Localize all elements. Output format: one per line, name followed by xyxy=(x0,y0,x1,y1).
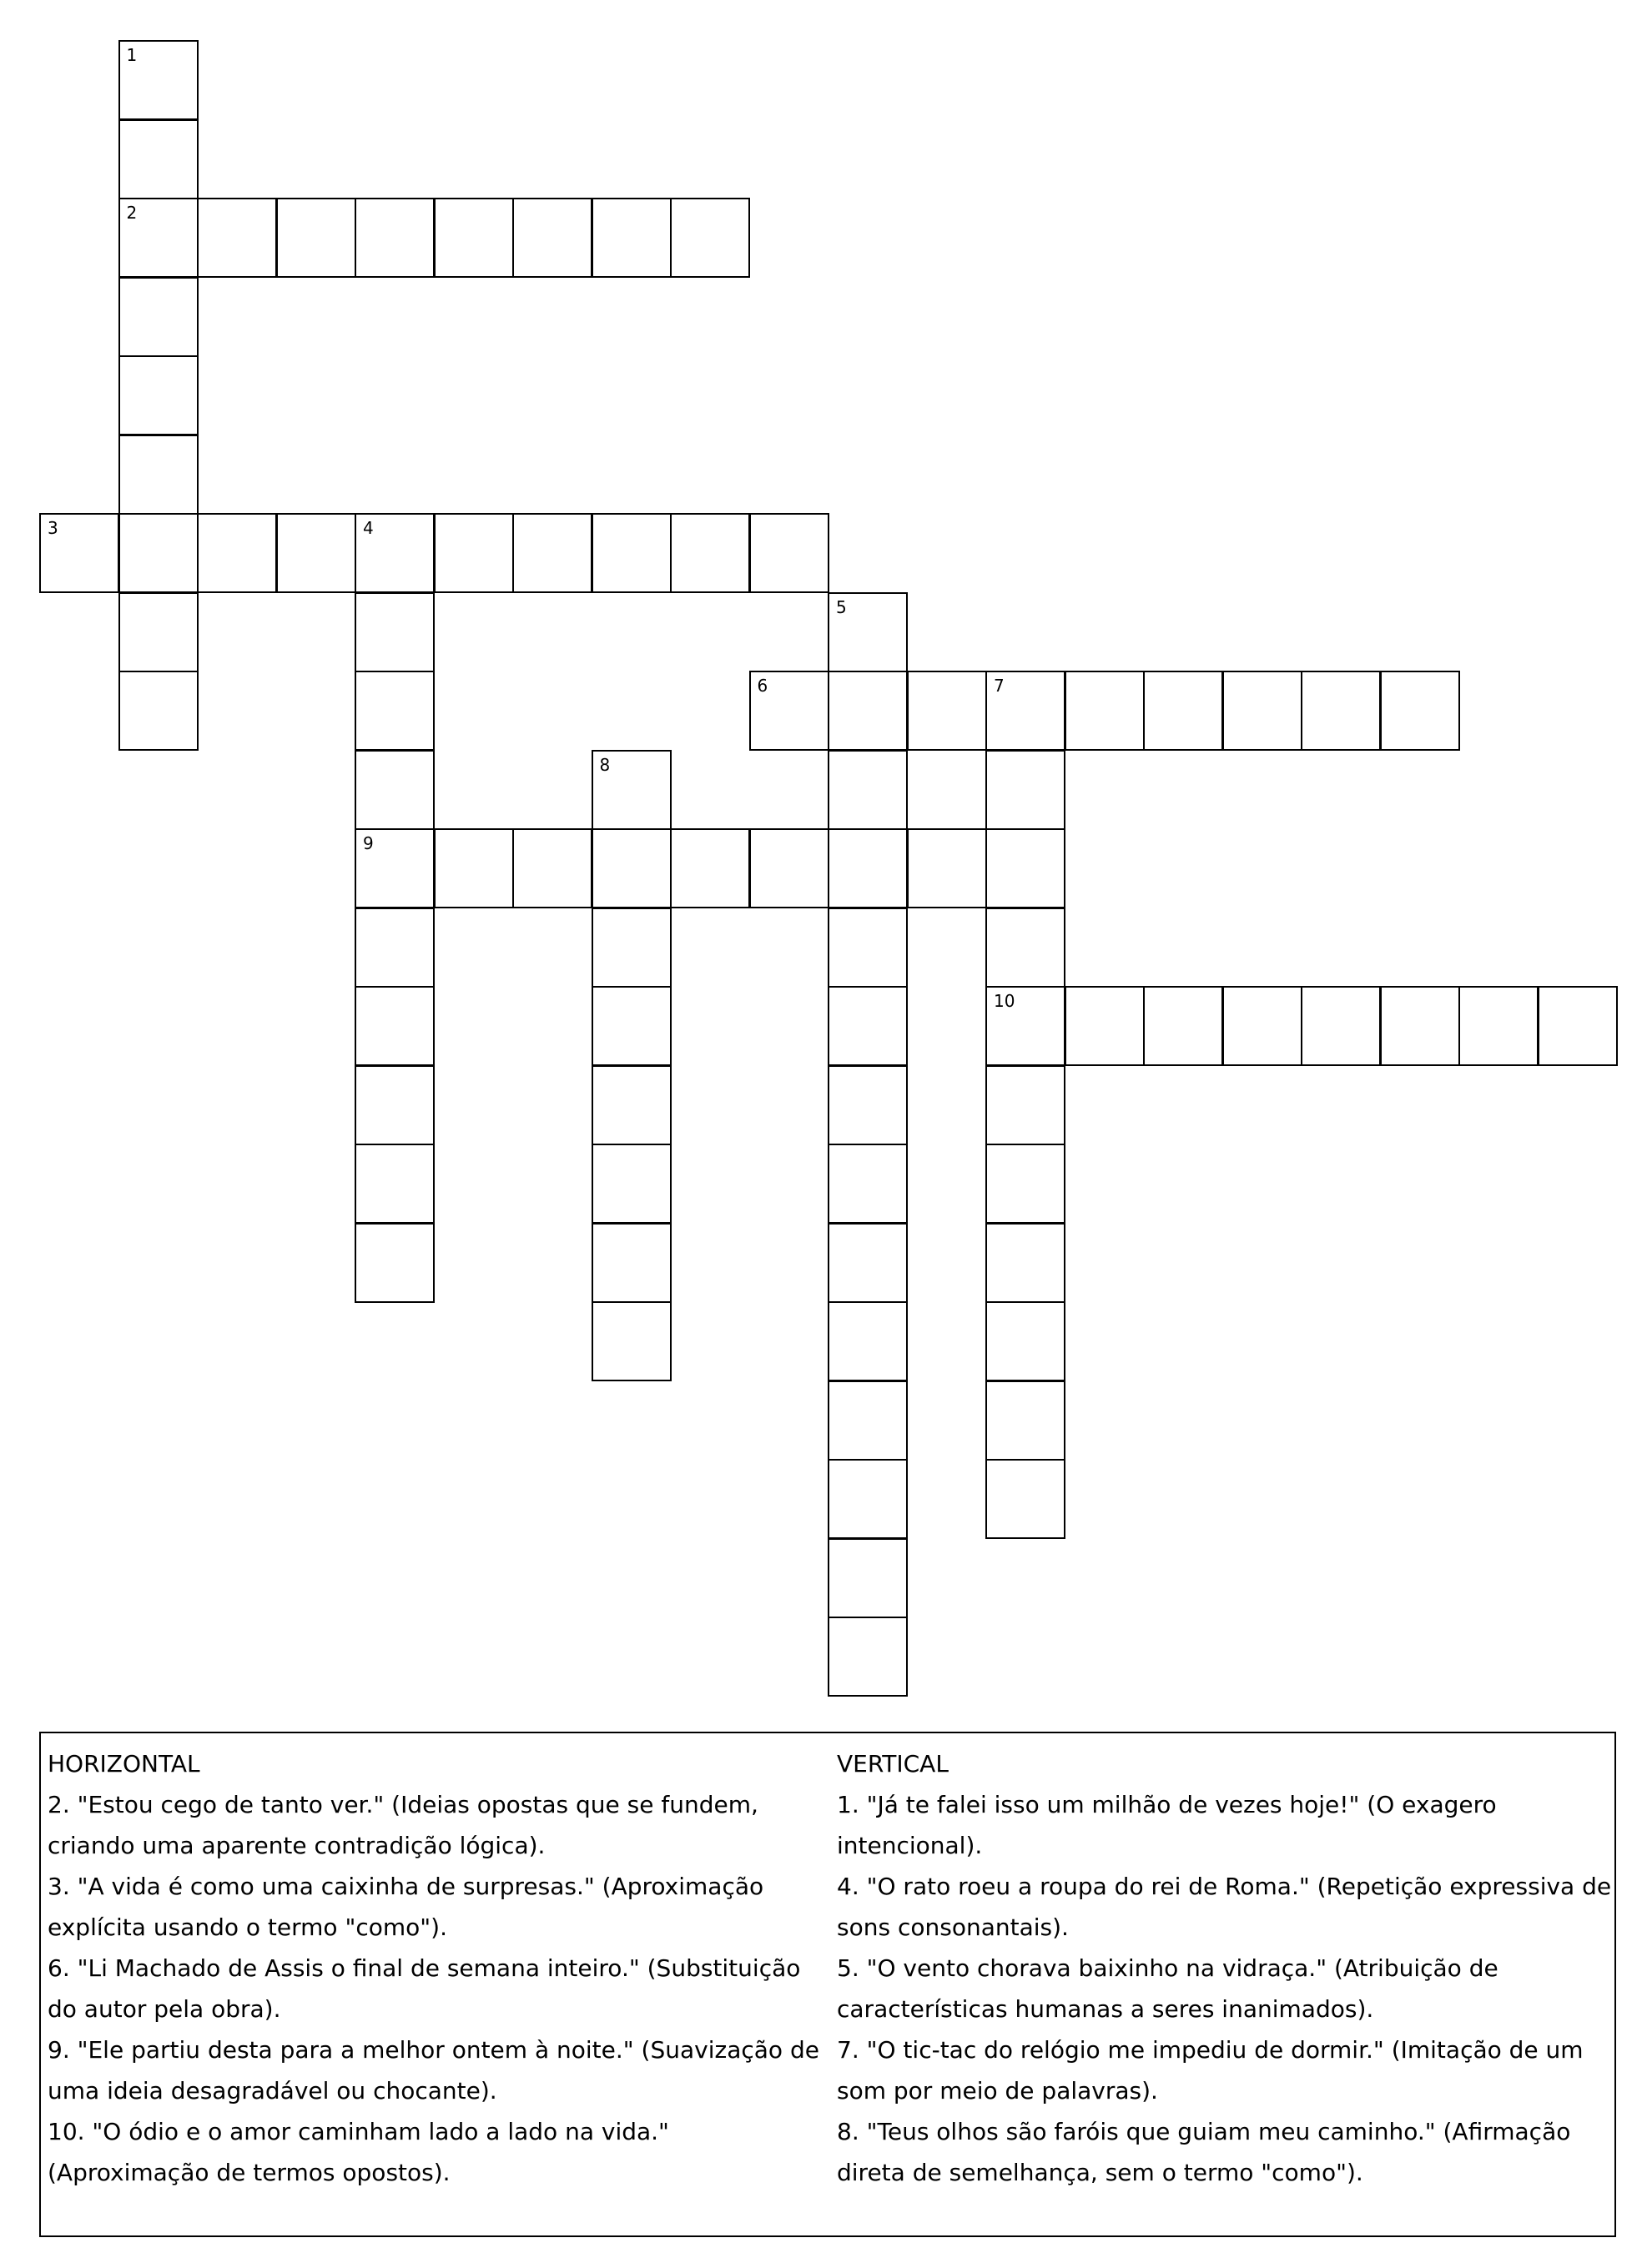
grid-cell[interactable] xyxy=(828,1380,908,1461)
grid-cell[interactable] xyxy=(118,513,199,593)
grid-cell[interactable] xyxy=(749,671,829,751)
grid-cell[interactable] xyxy=(1143,986,1223,1066)
grid-cell[interactable] xyxy=(592,986,672,1066)
grid-cell[interactable] xyxy=(985,1065,1065,1145)
grid-cell[interactable] xyxy=(1301,671,1381,751)
grid-cell[interactable] xyxy=(592,1144,672,1224)
grid-cell[interactable] xyxy=(985,1380,1065,1461)
clue-number-5: 5 xyxy=(836,596,847,617)
grid-cell[interactable] xyxy=(828,1459,908,1539)
clue-number-10: 10 xyxy=(994,991,1015,1011)
grid-cell[interactable] xyxy=(592,750,672,830)
grid-cell[interactable] xyxy=(39,513,119,593)
grid-cell[interactable] xyxy=(118,198,199,278)
clue-vertical-4: 4. "O rato roeu a roupa do rei de Roma." (Repetição expressiva de sons consonantais). xyxy=(837,1873,1612,1941)
clue-vertical-7: 7. "O tic-tac do relógio me impediu de dormir." (Imitação de um som por meio de palavras). xyxy=(837,2036,1584,2105)
clue-number-6: 6 xyxy=(757,676,768,696)
grid-cell[interactable] xyxy=(985,1144,1065,1224)
grid-cell[interactable] xyxy=(1301,986,1381,1066)
clue-vertical-5: 5. "O vento chorava baixinho na vidraça." (Atribuição de características humanas a seres inanimados). xyxy=(837,1954,1498,2023)
clue-horizontal-6: 6. "Li Machado de Assis o final de semana inteiro." (Substituição do autor pela obra). xyxy=(48,1954,801,2023)
grid-cell[interactable] xyxy=(828,1301,908,1381)
grid-cell[interactable] xyxy=(1065,671,1145,751)
grid-cell[interactable] xyxy=(118,592,199,672)
grid-cell[interactable] xyxy=(907,828,987,908)
clue-number-7: 7 xyxy=(994,676,1005,696)
grid-cell[interactable] xyxy=(1458,986,1539,1066)
grid-cell[interactable] xyxy=(828,1538,908,1618)
clue-vertical-1: 1. "Já te falei isso um milhão de vezes hoje!" (O exagero intencional). xyxy=(837,1791,1497,1859)
grid-cell[interactable] xyxy=(355,671,435,751)
grid-cell[interactable] xyxy=(1538,986,1618,1066)
clue-horizontal-9: 9. "Ele partiu desta para a melhor ontem à noite." (Suavização de uma ideia desagradável ou chocante). xyxy=(48,2036,819,2105)
grid-cell[interactable] xyxy=(118,355,199,435)
clue-number-4: 4 xyxy=(363,518,374,538)
grid-cell[interactable] xyxy=(512,828,592,908)
horizontal-clues-column xyxy=(48,1743,824,2193)
clues-box xyxy=(39,1732,1616,2237)
grid-cell[interactable] xyxy=(670,198,750,278)
grid-cell[interactable] xyxy=(1222,986,1302,1066)
grid-cell[interactable] xyxy=(1143,671,1223,751)
grid-cell[interactable] xyxy=(592,1223,672,1303)
grid-cell[interactable] xyxy=(985,750,1065,830)
grid-cell[interactable] xyxy=(749,513,829,593)
grid-cell[interactable] xyxy=(355,513,435,593)
grid-cell[interactable] xyxy=(355,1144,435,1224)
grid-cell[interactable] xyxy=(355,1223,435,1303)
grid-cell[interactable] xyxy=(118,119,199,199)
grid-cell[interactable] xyxy=(355,828,435,908)
clue-number-8: 8 xyxy=(599,754,611,775)
clue-horizontal-2: 2. "Estou cego de tanto ver." (Ideias opostas que se fundem, criando uma aparente contradição lógica). xyxy=(48,1791,758,1859)
grid-cell[interactable] xyxy=(985,986,1065,1066)
grid-cell[interactable] xyxy=(118,277,199,357)
vertical-clues-column xyxy=(837,1743,1613,2193)
grid-cell[interactable] xyxy=(434,198,514,278)
clue-number-9: 9 xyxy=(363,833,374,853)
grid-cell[interactable] xyxy=(1222,671,1302,751)
grid-cell[interactable] xyxy=(197,198,277,278)
grid-cell[interactable] xyxy=(985,908,1065,988)
grid-cell[interactable] xyxy=(512,513,592,593)
grid-cell[interactable] xyxy=(355,750,435,830)
grid-cell[interactable] xyxy=(985,671,1065,751)
grid-cell[interactable] xyxy=(355,592,435,672)
clue-number-3: 3 xyxy=(48,518,58,538)
grid-cell[interactable] xyxy=(985,1223,1065,1303)
grid-cell[interactable] xyxy=(1380,986,1460,1066)
grid-cell[interactable] xyxy=(197,513,277,593)
grid-cell[interactable] xyxy=(592,513,672,593)
grid-cell[interactable] xyxy=(670,513,750,593)
grid-cell[interactable] xyxy=(118,671,199,751)
grid-cell[interactable] xyxy=(355,198,435,278)
grid-cell[interactable] xyxy=(512,198,592,278)
clue-horizontal-10: 10. "O ódio e o amor caminham lado a lado na vida." (Aproximação de termos opostos). xyxy=(48,2118,669,2186)
grid-cell[interactable] xyxy=(828,1223,908,1303)
grid-cell[interactable] xyxy=(828,1617,908,1697)
grid-cell[interactable] xyxy=(985,1301,1065,1381)
grid-cell[interactable] xyxy=(118,40,199,120)
grid-cell[interactable] xyxy=(670,828,750,908)
vertical-heading: VERTICAL xyxy=(837,1750,949,1778)
grid-cell[interactable] xyxy=(355,1065,435,1145)
clue-vertical-8: 8. "Teus olhos são faróis que guiam meu caminho." (Afirmação direta de semelhança, sem o termo "como"). xyxy=(837,2118,1571,2186)
grid-cell[interactable] xyxy=(828,671,908,751)
grid-cell[interactable] xyxy=(828,1144,908,1224)
grid-cell[interactable] xyxy=(355,908,435,988)
grid-cell[interactable] xyxy=(434,513,514,593)
grid-cell[interactable] xyxy=(749,828,829,908)
grid-cell[interactable] xyxy=(985,1459,1065,1539)
grid-cell[interactable] xyxy=(1065,986,1145,1066)
grid-cell[interactable] xyxy=(355,986,435,1066)
grid-cell[interactable] xyxy=(828,1065,908,1145)
grid-cell[interactable] xyxy=(985,828,1065,908)
grid-cell[interactable] xyxy=(434,828,514,908)
grid-cell[interactable] xyxy=(276,513,356,593)
horizontal-heading: HORIZONTAL xyxy=(48,1750,200,1778)
grid-cell[interactable] xyxy=(828,592,908,672)
grid-cell[interactable] xyxy=(828,986,908,1066)
grid-cell[interactable] xyxy=(1380,671,1460,751)
grid-cell[interactable] xyxy=(592,828,672,908)
grid-cell[interactable] xyxy=(592,1301,672,1381)
grid-cell[interactable] xyxy=(828,908,908,988)
grid-cell[interactable] xyxy=(592,198,672,278)
grid-cell[interactable] xyxy=(592,908,672,988)
clue-horizontal-3: 3. "A vida é como uma caixinha de surpresas." (Aproximação explícita usando o termo "como"). xyxy=(48,1873,764,1941)
clue-number-2: 2 xyxy=(126,203,138,223)
grid-cell[interactable] xyxy=(118,435,199,515)
grid-cell[interactable] xyxy=(828,750,908,830)
grid-cell[interactable] xyxy=(592,1065,672,1145)
grid-cell[interactable] xyxy=(276,198,356,278)
grid-cell[interactable] xyxy=(907,671,987,751)
clue-number-1: 1 xyxy=(126,45,138,65)
grid-cell[interactable] xyxy=(828,828,908,908)
